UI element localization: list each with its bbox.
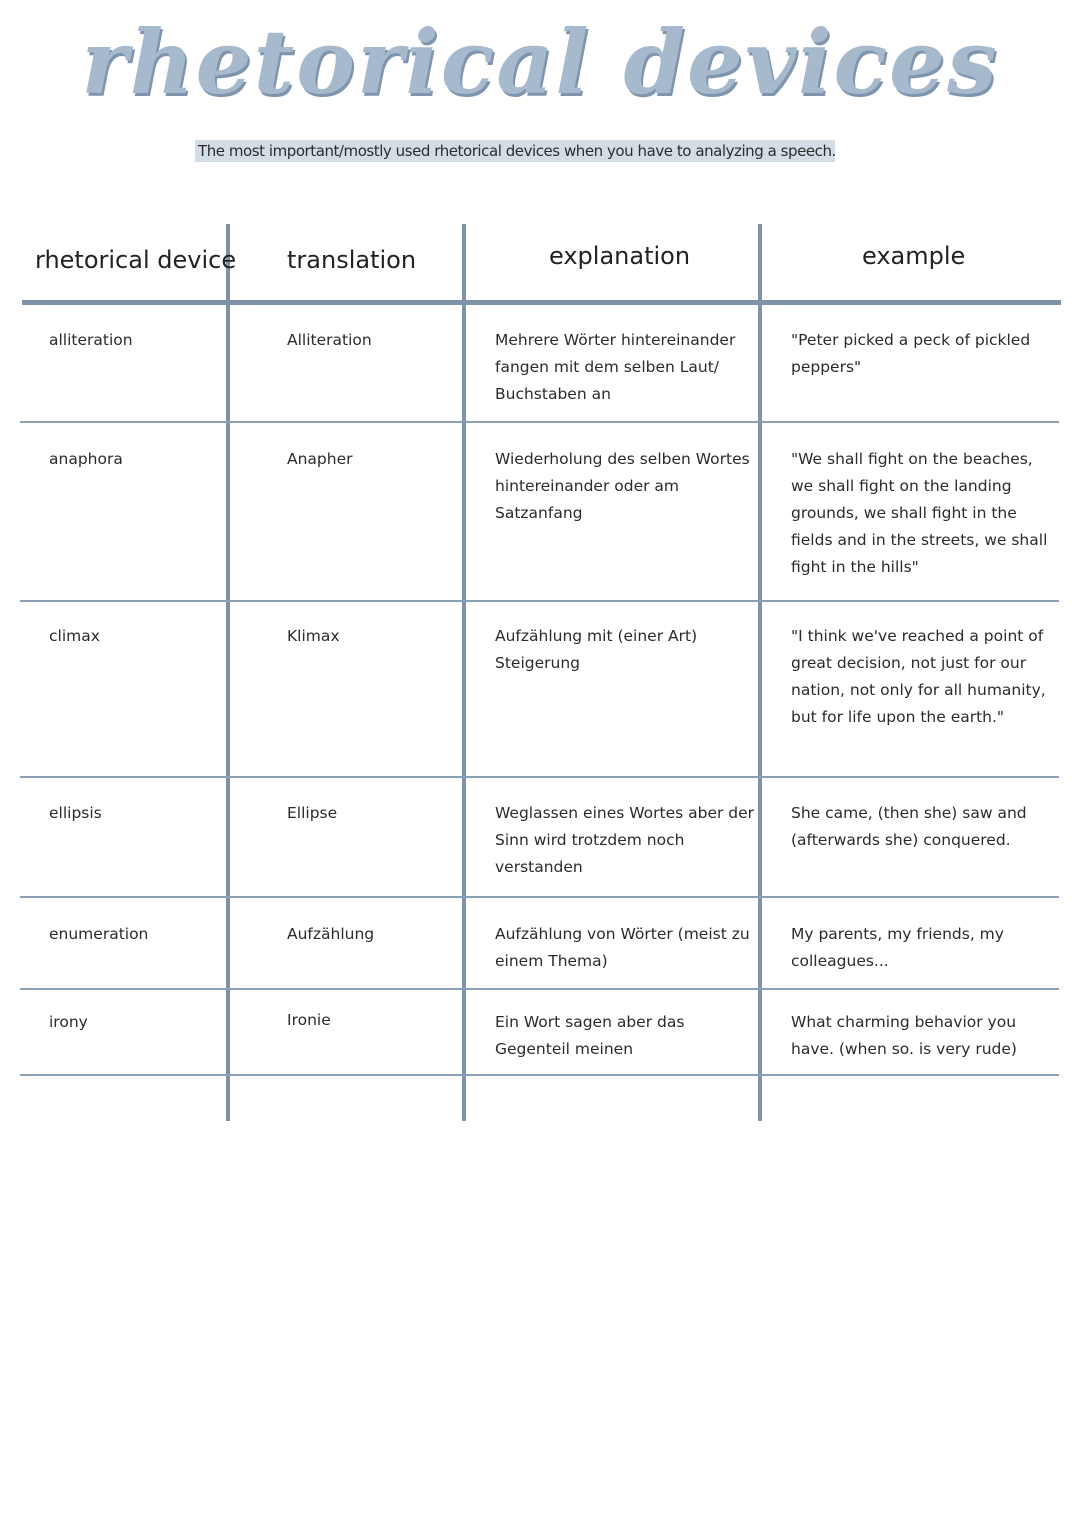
page-title: rhetorical devices: [81, 10, 999, 114]
explanation-cell: Weglassen eines Wortes aber der Sinn wird trotzdem noch verstanden: [495, 804, 755, 876]
device-cell: irony: [49, 1013, 88, 1031]
header-rhetorical-device: rhetorical device: [35, 246, 237, 274]
device-cell: climax: [49, 627, 100, 645]
row-divider: [20, 776, 1059, 778]
example-cell: My parents, my friends, my colleagues...: [791, 925, 1004, 970]
row-divider: [20, 600, 1059, 602]
header-explanation: explanation: [549, 242, 691, 270]
example-cell: "Peter picked a peck of pickled peppers": [791, 331, 1031, 376]
translation-cell: Klimax: [287, 627, 340, 645]
row-divider: [20, 896, 1059, 898]
example-cell: "We shall fight on the beaches, we shall fight on the landing grounds, we shall fight in the fields and in the streets, we shall fight in the hills": [791, 450, 1048, 576]
device-cell: alliteration: [49, 331, 133, 349]
row-divider: [20, 1074, 1059, 1076]
page-subtitle: The most important/mostly used rhetorical devices when you have to analyzing a speech.: [195, 140, 835, 162]
explanation-cell: Ein Wort sagen aber das Gegenteil meinen: [495, 1013, 685, 1058]
example-cell: She came, (then she) saw and (afterwards she) conquered.: [791, 804, 1027, 849]
device-cell: ellipsis: [49, 804, 102, 822]
header-divider: [22, 300, 1061, 305]
explanation-cell: Mehrere Wörter hintereinander fangen mit dem selben Laut/ Buchstaben an: [495, 331, 736, 403]
example-cell: What charming behavior you have. (when so. is very rude): [791, 1013, 1017, 1058]
explanation-cell: Wiederholung des selben Wortes hintereinander oder am Satzanfang: [495, 450, 750, 522]
explanation-cell: Aufzählung von Wörter (meist zu einem Thema): [495, 925, 750, 970]
column-divider: [226, 224, 230, 1121]
header-translation: translation: [287, 246, 417, 274]
translation-cell: Alliteration: [287, 331, 372, 349]
translation-cell: Aufzählung: [287, 925, 375, 943]
device-cell: anaphora: [49, 450, 123, 468]
explanation-cell: Aufzählung mit (einer Art) Steigerung: [495, 627, 698, 672]
row-divider: [20, 988, 1059, 990]
translation-cell: Ellipse: [287, 804, 338, 822]
translation-cell: Ironie: [287, 1011, 331, 1029]
column-divider: [462, 224, 466, 1121]
column-divider: [758, 224, 762, 1121]
row-divider: [20, 421, 1059, 423]
example-cell: "I think we've reached a point of great decision, not just for our nation, not only for all humanity, but for life upon the earth.": [791, 627, 1046, 726]
device-cell: enumeration: [49, 925, 149, 943]
translation-cell: Anapher: [287, 450, 353, 468]
header-example: example: [862, 242, 966, 270]
